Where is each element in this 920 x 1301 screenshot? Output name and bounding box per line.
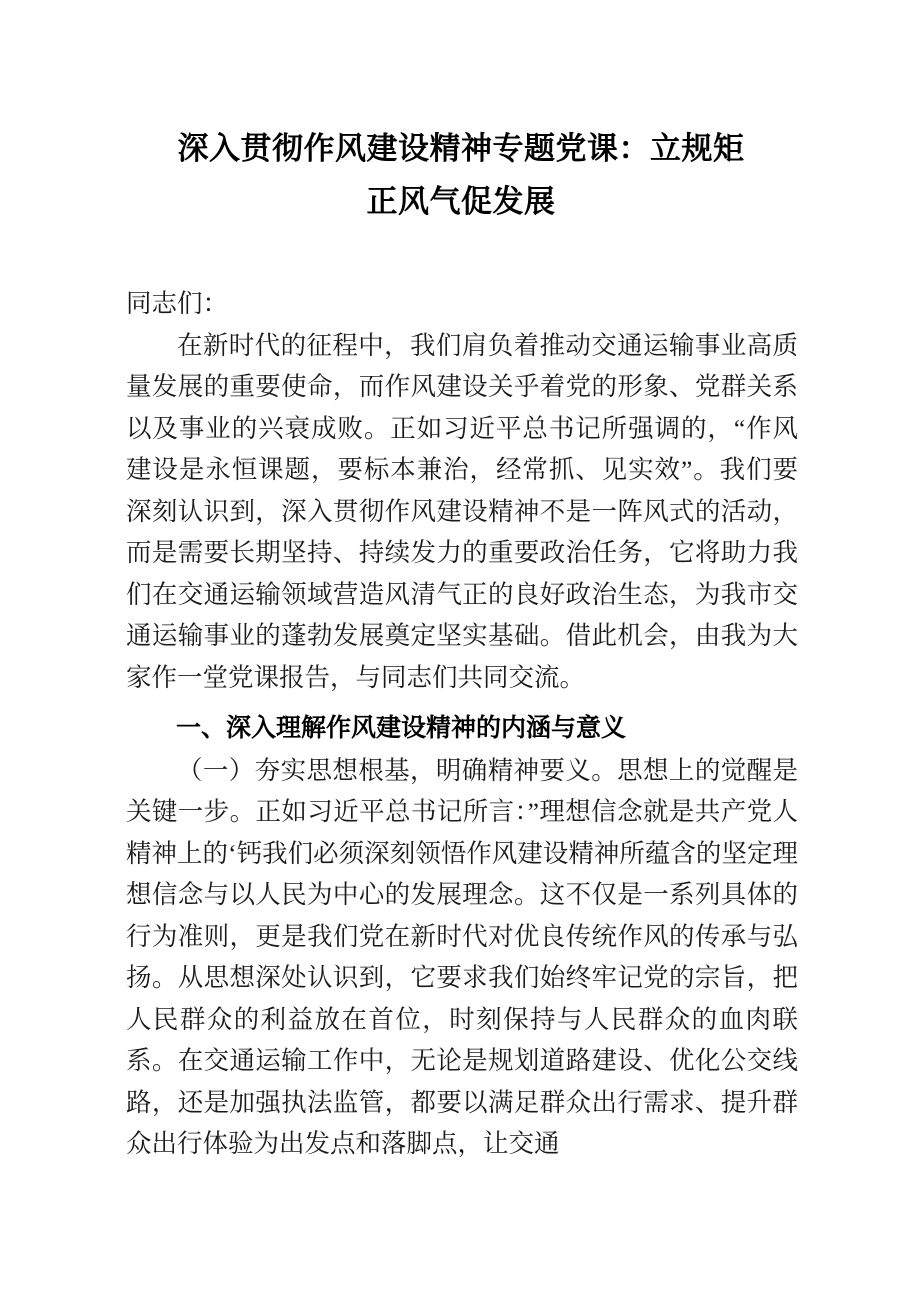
page-title <box>126 122 796 228</box>
salutation: 同志们： <box>126 289 229 318</box>
section-1-paragraph-1: （一）夯实思想根基，明确精神要义。思想上的觉醒是关键一步。正如习近平总书记所言：”理想信念就是共产党人精神上的‘钙我们必须深刻领悟作风建设精神所蕴含的坚定理想信念与以人民为中心的发展理念。这不仅是一系列具体的行为准则，更是我们党在新时代对优良传统作风的传承与弘扬。从思想深处认识到，它要求我们始终牢记党的宗旨，把人民群众的利益放在首位，时刻保持与人民群众的血肉联系。在交通运输工作中，无论是规划道路建设、优化公交线路，还是加强执法监管，都要以满足群众出行需求、提升群众出行体验为出发点和落脚点，让交通 <box>126 755 798 1158</box>
intro-paragraph: 在新时代的征程中，我们肩负着推动交通运输事业高质量发展的重要使命，而作风建设关乎着党的形象、党群关系以及事业的兴衰成败。正如习近平总书记所强调的，“作风建设是永恒课题，要标本兼治，经常抓、见实效”。我们要深刻认识到，深入贯彻作风建设精神不是一阵风式的活动，而是需要长期坚持、持续发力的重要政治任务，它将助力我们在交通运输领域营造风清气正的良好政治生态，为我市交通运输事业的蓬勃发展奠定坚实基础。借此机会，由我为大家作一堂党课报告，与同志们共同交流。 <box>126 330 798 692</box>
section-heading-1: 一、深入理解作风建设精神的内涵与意义 <box>176 714 627 742</box>
document-body <box>126 283 798 1165</box>
page-title-line-2: 正风气促发展 <box>366 184 556 219</box>
page-title-line-1: 深入贯彻作风建设精神专题党课：立规矩 <box>177 131 745 166</box>
